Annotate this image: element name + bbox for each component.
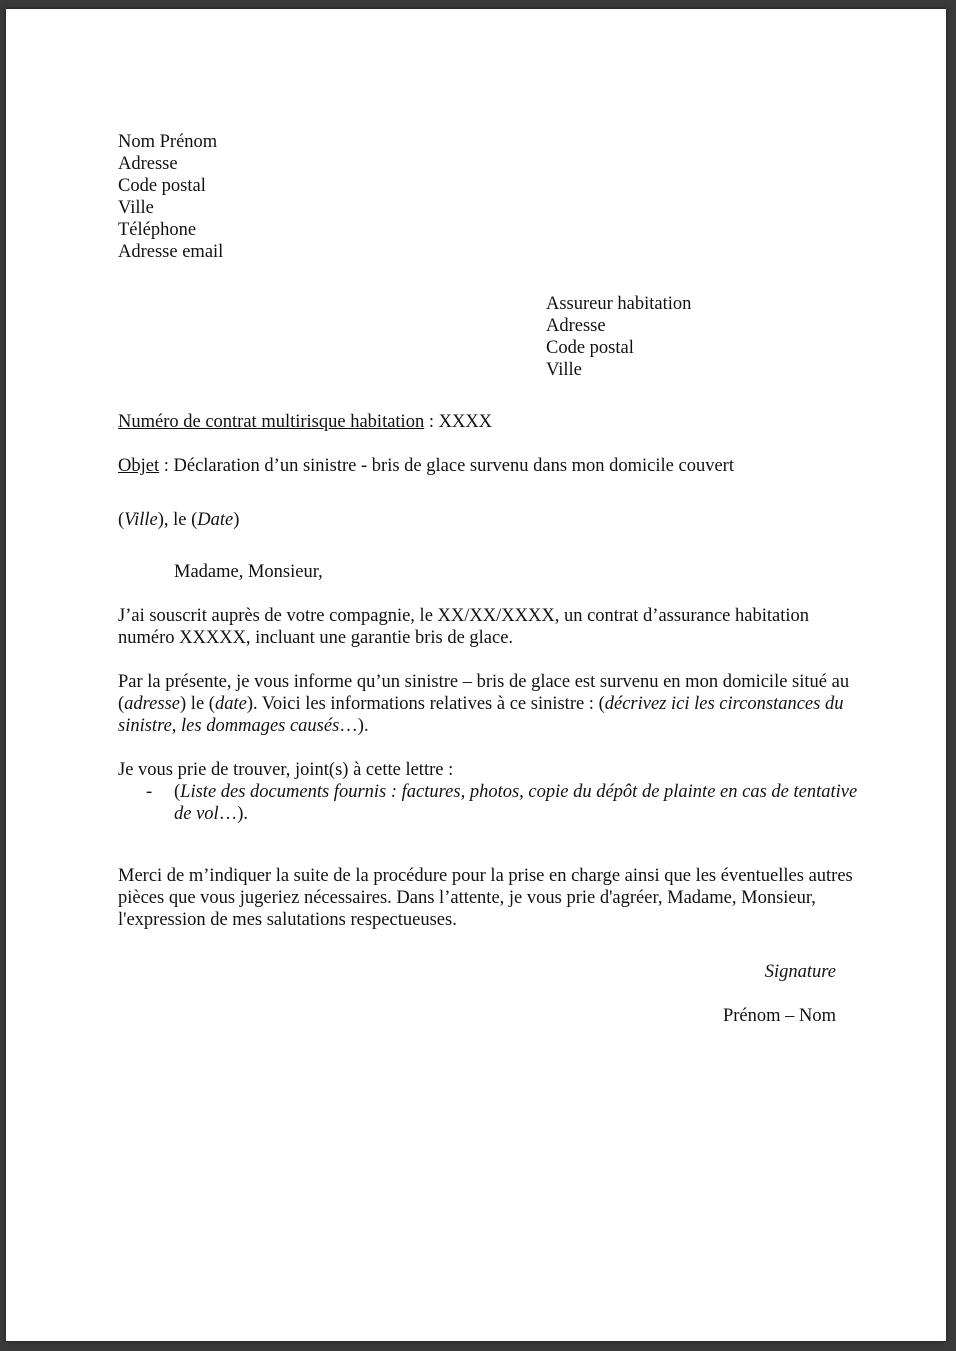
para1-line2: numéro XXXXX, incluant une garantie bris de glace. — [118, 628, 514, 648]
contract-number-line — [118, 411, 492, 433]
para2-mid: ) le ( — [180, 694, 215, 714]
para2-line3 — [118, 715, 838, 737]
sender-phone: Téléphone — [118, 220, 197, 240]
para2-italic-2: sinistre, les dommages causés — [118, 716, 340, 736]
signature-text: Signature — [764, 962, 836, 982]
para2-text: ). Voici les informations relatives à ce sinistre : ( — [246, 694, 605, 714]
para4-line2: pièces que vous jugeriez nécessaires. Dans l’attente, je vous prie d'agréer, Madame, Monsieur, — [118, 888, 816, 908]
para1-line1: J’ai souscrit auprès de votre compagnie, le XX/XX/XXXX, un contrat d’assurance habitation — [118, 606, 809, 626]
paragraph-attachments — [118, 759, 858, 825]
subject-text: : Déclaration d’un sinistre - bris de glace survenu dans mon domicile couvert — [159, 456, 734, 476]
signer-name: Prénom – Nom — [722, 1006, 836, 1026]
para2-italic-1: décrivez ici les circonstances du — [604, 694, 844, 714]
greeting: Madame, Monsieur, — [174, 562, 323, 582]
recipient-city: Ville — [546, 360, 582, 380]
paragraph-subscription — [118, 605, 838, 649]
dateline-close: ) — [233, 510, 240, 530]
recipient-name: Assureur habitation — [546, 294, 692, 314]
sender-address: Adresse — [118, 154, 178, 174]
attachment-text1: Liste des documents fournis : factures, photos, copie du dépôt de plainte en cas de tentative — [180, 782, 858, 802]
para2-line2 — [118, 693, 844, 715]
recipient-address: Adresse — [546, 316, 606, 336]
para2-open: ( — [118, 694, 125, 714]
attachment-end: …). — [218, 804, 248, 824]
attachment-list-item — [118, 781, 858, 825]
subject-line — [118, 455, 734, 477]
sender-block — [118, 131, 223, 263]
dateline-mid: ), le ( — [157, 510, 198, 530]
attachment-open: ( — [174, 782, 181, 802]
dateline-city: Ville — [124, 510, 158, 530]
paragraph-closing — [118, 865, 853, 931]
para2-address: adresse — [124, 694, 181, 714]
dateline-date: Date — [197, 510, 234, 530]
sender-city: Ville — [118, 198, 154, 218]
paragraph-incident — [118, 671, 850, 737]
contract-value: XXXX — [438, 412, 493, 432]
dateline-open: ( — [118, 510, 125, 530]
attachment-line1 — [174, 781, 858, 803]
attachments-intro: Je vous prie de trouver, joint(s) à cette lettre : — [118, 760, 454, 780]
para2-line1: Par la présente, je vous informe qu’un sinistre – bris de glace est survenu en mon domicile situé au — [118, 672, 850, 692]
sender-email: Adresse email — [118, 242, 224, 262]
recipient-block — [546, 293, 691, 381]
attachment-line2 — [174, 803, 838, 825]
para2-end: …). — [339, 716, 369, 736]
bullet-dash: - — [146, 782, 153, 802]
recipient-postal-code: Code postal — [546, 338, 634, 358]
para2-date: date — [214, 694, 247, 714]
contract-label: Numéro de contrat multirisque habitation — [118, 412, 425, 432]
subject-label: Objet — [118, 456, 160, 476]
sender-name: Nom Prénom — [118, 132, 218, 152]
attachment-text2: de vol — [174, 804, 219, 824]
place-date-line — [118, 509, 239, 531]
para4-line3: l'expression de mes salutations respectueuses. — [118, 910, 457, 930]
contract-separator: : — [424, 412, 439, 432]
para4-line1: Merci de m’indiquer la suite de la procédure pour la prise en charge ainsi que les éventuelles autres — [118, 866, 853, 886]
letter-page — [6, 9, 946, 1341]
signature — [765, 961, 836, 983]
sender-postal-code: Code postal — [118, 176, 206, 196]
